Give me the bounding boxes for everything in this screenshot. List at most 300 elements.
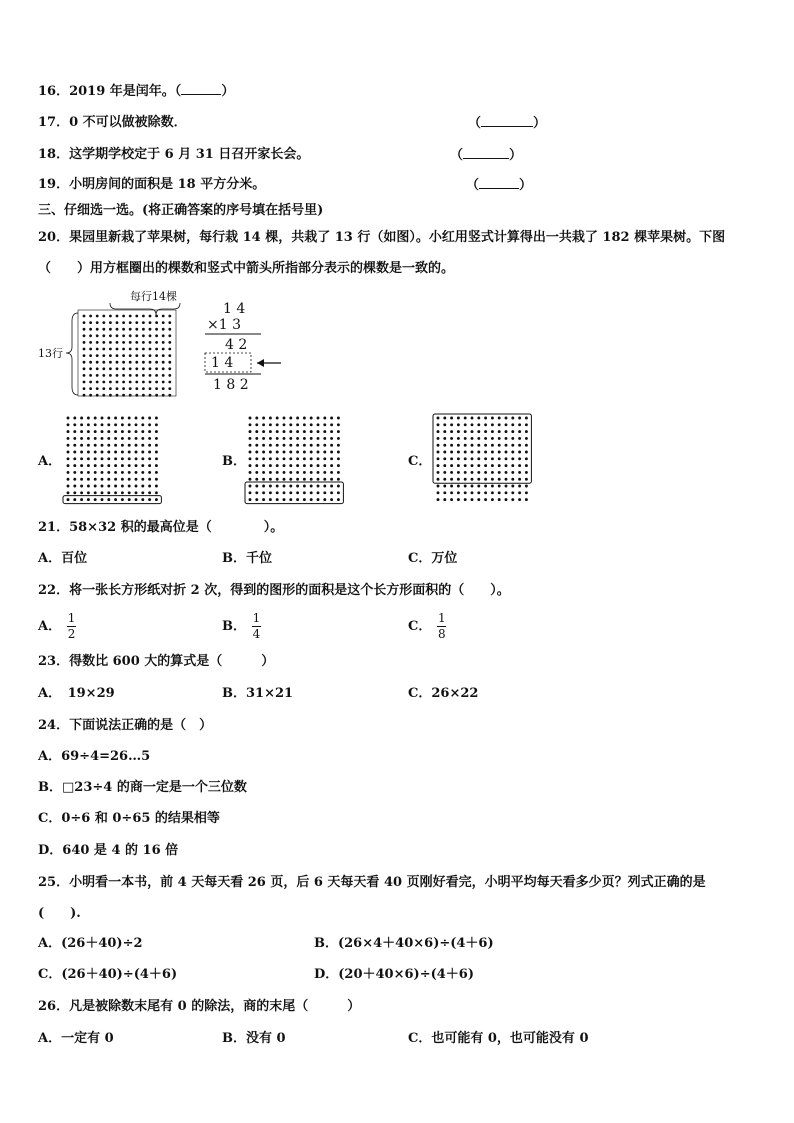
dot <box>310 464 313 467</box>
dot <box>262 417 265 420</box>
dot <box>525 491 528 494</box>
dot <box>128 457 131 460</box>
dot <box>262 423 265 426</box>
dot <box>505 498 508 501</box>
dot <box>310 451 313 454</box>
dot <box>249 417 252 420</box>
dot <box>457 417 460 420</box>
dot <box>262 498 265 501</box>
dot <box>511 471 514 474</box>
selection-box <box>63 496 161 504</box>
dot <box>148 437 151 440</box>
dot <box>511 464 514 467</box>
dot <box>477 437 480 440</box>
dot <box>262 478 265 481</box>
q25-option-a[interactable]: A．(26＋40)÷2 <box>38 936 143 951</box>
dot <box>162 367 165 370</box>
dot <box>437 437 440 440</box>
dot <box>323 423 326 426</box>
q22-option-c[interactable] <box>408 608 446 646</box>
dot <box>96 381 99 384</box>
dot <box>122 374 125 377</box>
dot <box>505 464 508 467</box>
dot <box>471 430 474 433</box>
question-21 <box>38 519 283 537</box>
dot <box>443 457 446 460</box>
dot <box>450 491 453 494</box>
dot <box>337 457 340 460</box>
dot <box>142 348 145 351</box>
dot <box>141 478 144 481</box>
q21-option-a[interactable]: A．百位 <box>38 551 88 566</box>
dot <box>437 498 440 501</box>
dot <box>491 437 494 440</box>
dot <box>262 457 265 460</box>
dot <box>477 478 480 481</box>
question-19 <box>38 176 265 194</box>
question-number: 25． <box>38 875 70 890</box>
dot <box>73 471 76 474</box>
dot <box>498 417 501 420</box>
option-label: A． <box>38 619 62 634</box>
question-text: 下面说法正确的是（ ） <box>69 718 213 733</box>
dot <box>505 417 508 420</box>
dot <box>443 437 446 440</box>
dot <box>518 444 521 447</box>
dot <box>323 485 326 488</box>
dot <box>128 417 131 420</box>
dot <box>114 457 117 460</box>
dot <box>142 354 145 357</box>
dot <box>102 348 105 351</box>
dot <box>498 430 501 433</box>
dot <box>87 430 90 433</box>
q20-option-b-label[interactable]: B． <box>222 454 246 469</box>
q26-option-a[interactable]: A．一定有 0 <box>38 1031 114 1046</box>
dot <box>155 321 158 324</box>
dot <box>155 417 158 420</box>
q24-option-b[interactable]: B．□23÷4 的商一定是一个三位数 <box>38 780 247 795</box>
dot <box>135 315 138 318</box>
dot <box>168 361 171 364</box>
dot <box>491 430 494 433</box>
dot <box>450 417 453 420</box>
dot <box>102 381 105 384</box>
dot <box>262 437 265 440</box>
dot <box>128 444 131 447</box>
paren-close: ） <box>509 148 523 163</box>
dot <box>73 464 76 467</box>
dot <box>289 485 292 488</box>
dot <box>450 437 453 440</box>
dot <box>149 374 152 377</box>
question-18 <box>38 146 309 164</box>
option-label: B． <box>222 619 246 634</box>
dot <box>83 328 86 331</box>
dot <box>491 498 494 501</box>
dot <box>162 387 165 390</box>
dot <box>94 485 97 488</box>
dot <box>67 491 70 494</box>
dot <box>155 381 158 384</box>
dot <box>283 491 286 494</box>
answer-blank[interactable] <box>463 146 509 159</box>
dot <box>450 430 453 433</box>
dot <box>114 464 117 467</box>
dot <box>96 354 99 357</box>
dot <box>87 437 90 440</box>
dot <box>109 387 112 390</box>
question-number: 17． <box>38 115 70 130</box>
dot <box>337 471 340 474</box>
dot <box>289 444 292 447</box>
dot <box>296 485 299 488</box>
dot <box>457 451 460 454</box>
dot <box>303 471 306 474</box>
dot <box>101 423 104 426</box>
dot <box>162 315 165 318</box>
dot <box>107 457 110 460</box>
q24-option-c[interactable]: C．0÷6 和 0÷65 的结果相等 <box>38 811 220 826</box>
q26-option-b[interactable]: B．没有 0 <box>222 1031 286 1046</box>
dot <box>94 478 97 481</box>
dot <box>511 491 514 494</box>
dot <box>83 381 86 384</box>
question-text: 58×32 积的最高位是（ ）。 <box>69 520 284 535</box>
dot <box>330 498 333 501</box>
dot <box>141 423 144 426</box>
dot <box>155 423 158 426</box>
calc-multiplier: ×1 3 <box>207 317 241 333</box>
dot <box>149 381 152 384</box>
question-number: 22． <box>38 583 70 598</box>
dot <box>107 464 110 467</box>
dot <box>149 328 152 331</box>
q25-option-c[interactable]: C．(26＋40)÷(4＋6) <box>38 967 178 982</box>
dot <box>317 457 320 460</box>
dot <box>80 464 83 467</box>
dot <box>262 464 265 467</box>
dot <box>323 451 326 454</box>
dot <box>310 471 313 474</box>
dot <box>249 464 252 467</box>
dot <box>73 457 76 460</box>
question-number: 26． <box>38 999 70 1014</box>
dot <box>116 361 119 364</box>
question-text-line1: 果园里新栽了苹果树，每行栽 14 棵，共栽了 13 行（如图）。小红用竖式计算得出一共栽了 182 棵苹果树。下图 <box>69 230 726 245</box>
dot <box>437 485 440 488</box>
dot <box>276 498 279 501</box>
dot <box>330 485 333 488</box>
q20-option-a-label[interactable]: A． <box>38 454 62 469</box>
q20-option-c-figure[interactable] <box>430 412 540 512</box>
dot <box>457 464 460 467</box>
dot <box>505 478 508 481</box>
dot <box>128 471 131 474</box>
dot <box>296 491 299 494</box>
dot <box>87 457 90 460</box>
dot <box>114 417 117 420</box>
dot <box>83 315 86 318</box>
dot <box>101 430 104 433</box>
paren-close: ） <box>221 84 235 99</box>
dot <box>310 417 313 420</box>
dot <box>155 437 158 440</box>
dot <box>317 423 320 426</box>
dot <box>87 491 90 494</box>
dot <box>518 451 521 454</box>
dot <box>87 423 90 426</box>
dot <box>122 367 125 370</box>
dot <box>135 341 138 344</box>
dot <box>109 348 112 351</box>
dot <box>323 471 326 474</box>
question-17 <box>38 114 187 132</box>
dot <box>80 471 83 474</box>
q20-option-b-figure[interactable] <box>242 412 352 512</box>
dot <box>255 464 258 467</box>
dot <box>148 451 151 454</box>
dot <box>518 417 521 420</box>
q24-option-d[interactable]: D．640 是 4 的 16 倍 <box>38 843 179 858</box>
dot <box>83 367 86 370</box>
dot <box>102 328 105 331</box>
dot <box>337 451 340 454</box>
q23-option-b[interactable]: B．31×21 <box>222 686 294 701</box>
dot <box>121 423 124 426</box>
dot <box>437 423 440 426</box>
dot <box>498 485 501 488</box>
dot <box>80 444 83 447</box>
dot <box>337 491 340 494</box>
q20-option-a-figure[interactable] <box>60 412 170 512</box>
dot <box>437 491 440 494</box>
q25-option-d[interactable]: D．(20＋40×6)÷(4＋6) <box>314 967 474 982</box>
dot <box>96 374 99 377</box>
dot <box>457 423 460 426</box>
dot <box>443 498 446 501</box>
dot <box>450 423 453 426</box>
dot <box>122 321 125 324</box>
dot <box>484 491 487 494</box>
dot <box>296 444 299 447</box>
dot <box>477 491 480 494</box>
dot <box>484 498 487 501</box>
dot <box>155 457 158 460</box>
dot <box>491 423 494 426</box>
dot <box>276 485 279 488</box>
dot <box>67 457 70 460</box>
dot <box>89 328 92 331</box>
dot <box>330 457 333 460</box>
dot <box>96 341 99 344</box>
dot <box>303 491 306 494</box>
dot <box>83 321 86 324</box>
dot <box>337 430 340 433</box>
calc-result: 1 8 2 <box>213 377 249 393</box>
q21-option-c[interactable]: C．万位 <box>408 551 458 566</box>
dot <box>511 430 514 433</box>
dot <box>491 444 494 447</box>
dot <box>471 478 474 481</box>
dot <box>80 485 83 488</box>
dot <box>283 423 286 426</box>
dot <box>283 498 286 501</box>
dot <box>135 354 138 357</box>
dot <box>289 471 292 474</box>
dot <box>317 417 320 420</box>
dot <box>303 464 306 467</box>
dot <box>141 430 144 433</box>
dot <box>269 471 272 474</box>
dot <box>437 417 440 420</box>
dot <box>89 374 92 377</box>
dot <box>67 437 70 440</box>
dot <box>141 464 144 467</box>
dot <box>149 387 152 390</box>
dot <box>317 478 320 481</box>
dot <box>289 417 292 420</box>
q26-option-c[interactable]: C．也可能有 0，也可能没有 0 <box>408 1031 589 1046</box>
q23-option-c[interactable]: C．26×22 <box>408 686 479 701</box>
dot <box>114 485 117 488</box>
dot <box>109 354 112 357</box>
dot <box>94 417 97 420</box>
top-brace <box>110 303 180 315</box>
dot <box>525 417 528 420</box>
dot <box>498 437 501 440</box>
dot <box>80 430 83 433</box>
answer-blank[interactable] <box>481 114 533 127</box>
dot <box>149 315 152 318</box>
dot <box>518 457 521 460</box>
dot <box>276 444 279 447</box>
dot <box>87 485 90 488</box>
dot <box>128 464 131 467</box>
question-number: 20． <box>38 230 70 245</box>
answer-blank[interactable] <box>479 176 519 189</box>
dot <box>89 341 92 344</box>
dot <box>437 430 440 433</box>
dot <box>262 485 265 488</box>
dot <box>168 328 171 331</box>
dot <box>498 491 501 494</box>
dot <box>121 451 124 454</box>
dot <box>67 498 70 501</box>
dot <box>450 471 453 474</box>
dot <box>83 348 86 351</box>
dot <box>67 417 70 420</box>
dot <box>323 444 326 447</box>
dot <box>323 430 326 433</box>
dot <box>471 498 474 501</box>
q25-option-b[interactable]: B．(26×4＋40×6)÷(4＋6) <box>314 936 494 951</box>
dot <box>102 341 105 344</box>
dot <box>148 491 151 494</box>
dot <box>73 498 76 501</box>
question-number: 18． <box>38 147 70 162</box>
dot <box>89 315 92 318</box>
dot <box>505 430 508 433</box>
dot <box>162 321 165 324</box>
dot <box>67 478 70 481</box>
dot <box>101 464 104 467</box>
dot <box>484 485 487 488</box>
answer-blank[interactable] <box>181 82 221 95</box>
dot <box>330 437 333 440</box>
dot <box>121 498 124 501</box>
dot <box>276 417 279 420</box>
dot <box>330 417 333 420</box>
dot <box>443 491 446 494</box>
dot <box>135 334 138 337</box>
dot <box>269 464 272 467</box>
dot <box>155 367 158 370</box>
dot <box>498 498 501 501</box>
dot <box>121 457 124 460</box>
dot <box>135 387 138 390</box>
dot <box>249 498 252 501</box>
dot-grid <box>78 310 176 397</box>
dot <box>155 444 158 447</box>
dot <box>80 498 83 501</box>
dot <box>249 430 252 433</box>
dot <box>283 451 286 454</box>
dot <box>471 464 474 467</box>
dot <box>525 471 528 474</box>
fraction: $\frac{1}{2}$ <box>67 611 76 641</box>
paren-close: ） <box>533 116 547 131</box>
q21-option-b[interactable]: B．千位 <box>222 551 272 566</box>
dot <box>303 498 306 501</box>
dot <box>129 328 132 331</box>
dot <box>149 341 152 344</box>
dot <box>443 451 446 454</box>
dot <box>498 464 501 467</box>
q24-option-a[interactable]: A．69÷4=26…5 <box>38 749 151 764</box>
dot <box>162 348 165 351</box>
dot <box>135 348 138 351</box>
dot <box>121 478 124 481</box>
dot <box>121 430 124 433</box>
dot <box>107 498 110 501</box>
dot <box>317 437 320 440</box>
dot <box>168 381 171 384</box>
dot <box>102 315 105 318</box>
dot <box>289 478 292 481</box>
dot <box>94 464 97 467</box>
dot <box>89 321 92 324</box>
dot <box>484 478 487 481</box>
dot <box>116 387 119 390</box>
side-brace <box>66 313 78 395</box>
dot <box>149 321 152 324</box>
dot <box>255 485 258 488</box>
dot <box>310 423 313 426</box>
q20-option-c-label[interactable]: C． <box>408 454 432 469</box>
dot <box>83 374 86 377</box>
q22-option-b[interactable] <box>222 608 261 646</box>
dot <box>116 321 119 324</box>
dot <box>317 498 320 501</box>
dot <box>141 471 144 474</box>
dot <box>148 478 151 481</box>
q23-option-a[interactable]: A． 19×29 <box>38 686 115 701</box>
paren-open: （ <box>450 148 464 163</box>
dot <box>116 348 119 351</box>
q22-option-a[interactable] <box>38 608 76 646</box>
dot <box>142 334 145 337</box>
